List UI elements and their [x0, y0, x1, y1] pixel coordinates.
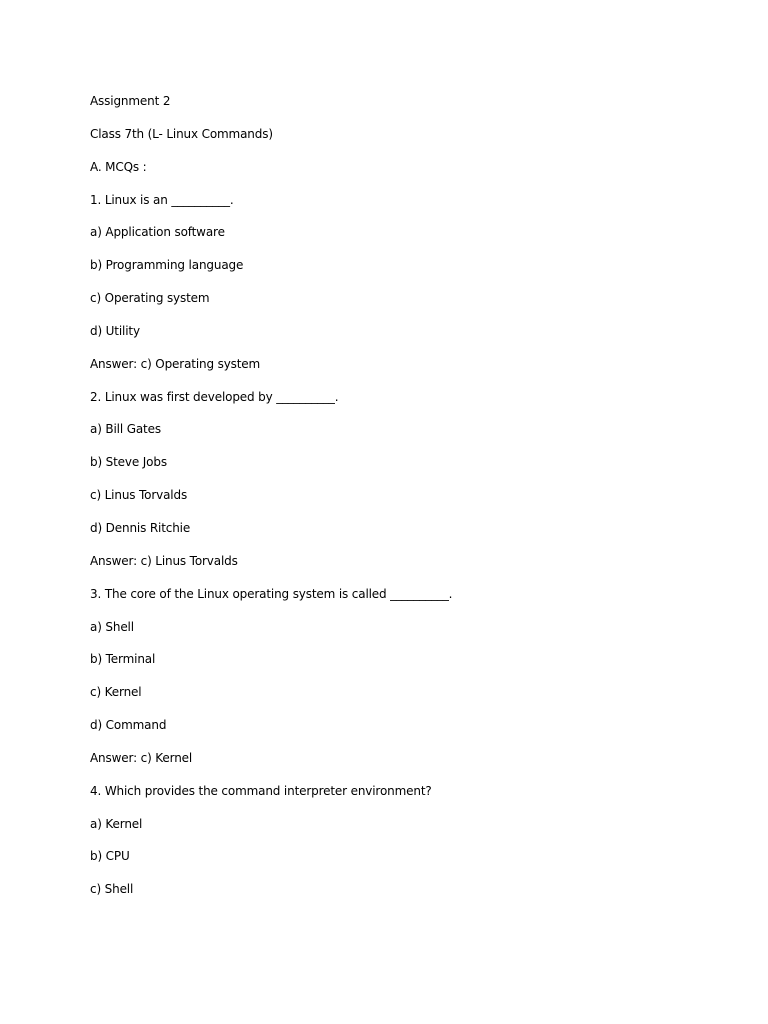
question-2-option-c: c) Linus Torvalds — [90, 488, 188, 503]
question-2-option-b: b) Steve Jobs — [90, 455, 167, 470]
question-1-option-d: d) Utility — [90, 323, 140, 338]
question-3-option-c: c) Kernel — [90, 685, 142, 700]
question-3-option-b: b) Terminal — [90, 652, 156, 667]
question-4-option-b: b) CPU — [90, 849, 130, 864]
section-heading: A. MCQs : — [90, 159, 147, 174]
question-2-answer: Answer: c) Linus Torvalds — [90, 553, 238, 568]
question-1: 1. Linux is an __________. — [90, 192, 234, 207]
question-4-option-a: a) Kernel — [90, 816, 143, 831]
question-3-option-a: a) Shell — [90, 619, 134, 634]
question-2-option-d: d) Dennis Ritchie — [90, 520, 191, 535]
class-subtitle: Class 7th (L- Linux Commands) — [90, 126, 273, 141]
question-3-answer: Answer: c) Kernel — [90, 750, 193, 765]
assignment-title: Assignment 2 — [90, 94, 171, 108]
question-4-option-c: c) Shell — [90, 882, 134, 897]
question-2: 2. Linux was first developed by __________. — [90, 389, 339, 404]
document-body — [90, 93, 690, 914]
question-1-answer: Answer: c) Operating system — [90, 356, 261, 371]
question-1-option-a: a) Application software — [90, 225, 225, 240]
question-4: 4. Which provides the command interpreter environment? — [90, 783, 432, 798]
question-1-option-b: b) Programming language — [90, 258, 244, 273]
question-3-option-d: d) Command — [90, 718, 167, 733]
question-3: 3. The core of the Linux operating system is called __________. — [90, 586, 453, 601]
question-1-option-c: c) Operating system — [90, 291, 210, 306]
question-2-option-a: a) Bill Gates — [90, 422, 161, 437]
